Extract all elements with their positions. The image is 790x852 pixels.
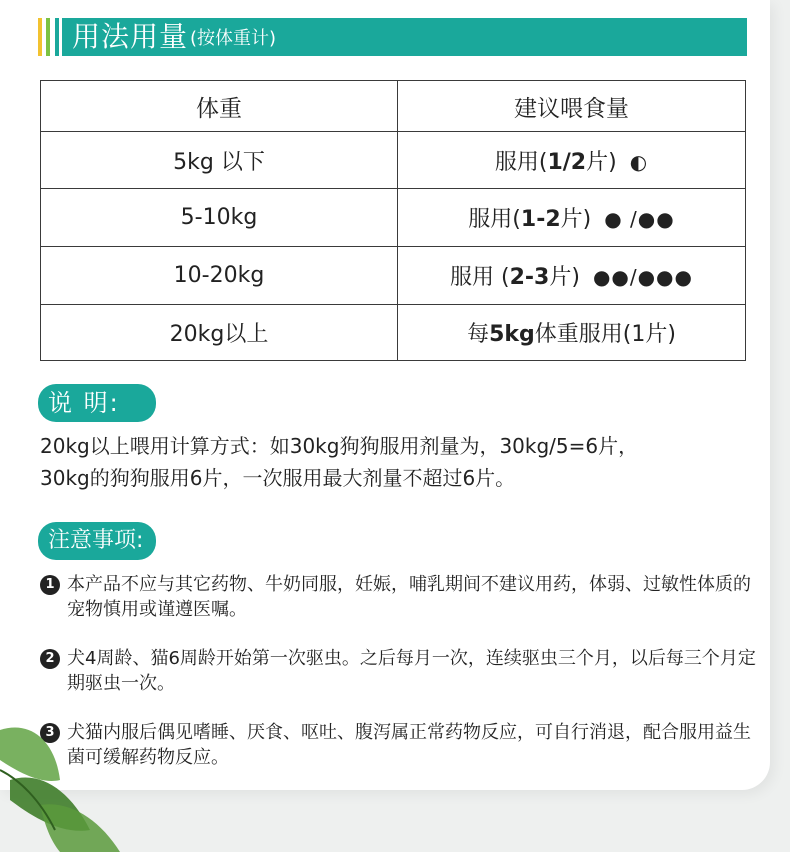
- weight-cell: 5kg 以下: [41, 132, 398, 189]
- note-badge: 说 明:: [38, 384, 156, 422]
- warnings-list: [40, 572, 765, 794]
- note-text: [40, 430, 760, 494]
- list-item: [40, 646, 765, 696]
- dose-prefix: 服用(: [468, 207, 521, 232]
- dose-suffix: 片): [586, 149, 617, 175]
- accent-stripe-yellow: [38, 18, 42, 56]
- section-subtitle: (按体重计): [190, 28, 277, 49]
- dose-amount: 1-2: [520, 207, 561, 232]
- dose-suffix: 片): [549, 265, 580, 290]
- dose-cell: [398, 305, 746, 361]
- tablet-icons: ● /●●: [604, 207, 675, 231]
- table-row: [41, 189, 746, 247]
- dose-prefix: 服用 (: [450, 265, 510, 290]
- dose-amount: 1/2: [547, 149, 587, 175]
- note-line: 30kg的狗狗服用6片，一次服用最大剂量不超过6片。: [40, 466, 516, 490]
- dose-suffix: 片): [560, 207, 592, 232]
- weight-cell: 20kg以上: [41, 305, 398, 361]
- weight-cell: 10-20kg: [41, 247, 398, 305]
- dose-amount: 5kg: [489, 322, 535, 347]
- table-row: [41, 305, 746, 361]
- accent-stripe-green: [46, 18, 50, 56]
- table-row: [41, 247, 746, 305]
- warnings-badge: 注意事项:: [38, 522, 156, 560]
- number-badge-icon: 3: [40, 723, 60, 743]
- weight-cell: 5-10kg: [41, 189, 398, 247]
- dose-suffix: 体重服用(1片): [534, 322, 676, 347]
- list-item: [40, 720, 765, 770]
- number-badge-icon: 2: [40, 649, 60, 669]
- header-dose: 建议喂食量: [398, 81, 746, 132]
- warning-text: 本产品不应与其它药物、牛奶同服，妊娠，哺乳期间不建议用药，体弱、过敏性体质的宠物慎用或谨遵医嘱。: [67, 574, 751, 620]
- accent-stripe-teal: [55, 18, 59, 56]
- leaf-decoration-icon: [0, 710, 130, 852]
- dose-prefix: 每: [467, 322, 490, 347]
- dose-cell: [398, 189, 746, 247]
- note-line: 20kg以上喂用计算方式：如30kg狗狗服用剂量为，30kg/5=6片，: [40, 434, 639, 458]
- section-header: [62, 18, 747, 56]
- warning-text: 犬猫内服后偶见嗜睡、厌食、呕吐、腹泻属正常药物反应，可自行消退，配合服用益生菌可缓解药物反应。: [67, 722, 751, 768]
- warning-text: 犬4周龄、猫6周龄开始第一次驱虫。之后每月一次，连续驱虫三个月，以后每三个月定期驱虫一次。: [67, 648, 756, 694]
- table-row: [41, 132, 746, 189]
- table-header-row: [41, 81, 746, 132]
- section-title: 用法用量: [72, 20, 189, 53]
- dose-cell: [398, 132, 746, 189]
- dose-amount: 2-3: [509, 265, 550, 290]
- half-tablet-icon: ◐: [629, 149, 649, 174]
- dose-prefix: 服用(: [494, 149, 548, 175]
- tablet-icons: ●●/●●●: [592, 265, 693, 289]
- header-weight: 体重: [41, 81, 398, 132]
- list-item: [40, 572, 765, 622]
- dose-cell: [398, 247, 746, 305]
- dosage-table: [40, 80, 746, 361]
- number-badge-icon: 1: [40, 575, 60, 595]
